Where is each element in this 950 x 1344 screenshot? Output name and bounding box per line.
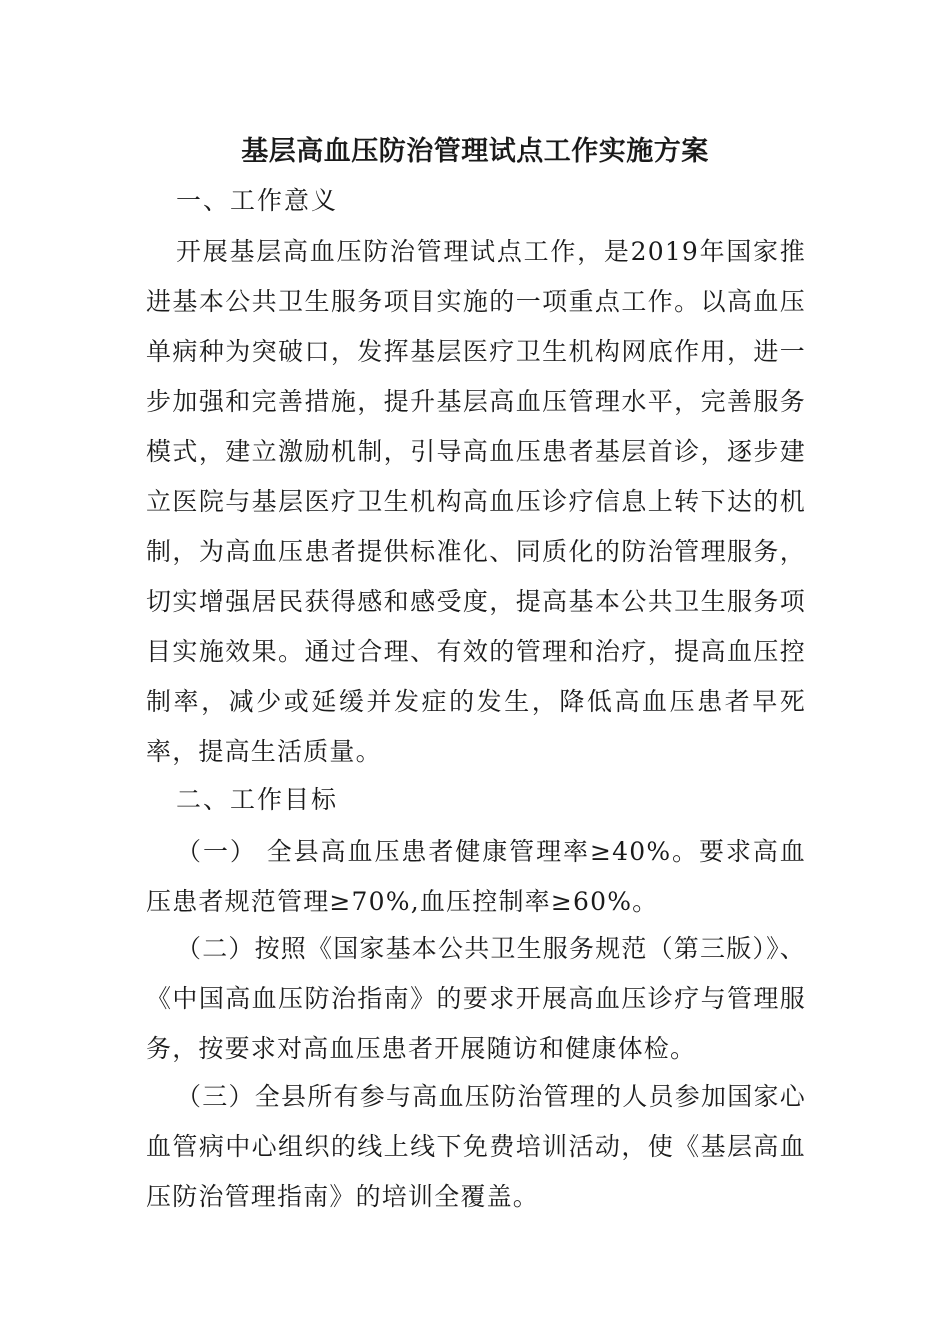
paragraph-goal-3: （三）全县所有参与高血压防治管理的人员参加国家心血管病中心组织的线上线下免费培训活动，使《基层高血压防治管理指南》的培训全覆盖。 xyxy=(146,1082,806,1211)
paragraph-work-significance: 开展基层高血压防治管理试点工作，是2019年国家推进基本公共卫生服务项目实施的一项重点工作。以高血压单病种为突破口，发挥基层医疗卫生机构网底作用，进一步加强和完善措施，提升基层高血压管理水平，完善服务模式，建立激励机制，引导高血压患者基层首诊，逐步建立医院与基层医疗卫生机构高血压诊疗信息上转下达的机制，为高血压患者提供标准化、同质化的防治管理服务，切实增强居民获得感和感受度，提高基本公共卫生服务项目实施效果。通过合理、有效的管理和治疗，提高血压控制率，减少或延缓并发症的发生，降低高血压患者早死率，提高生活质量。 xyxy=(146,237,806,766)
section-heading-work-goals: 二、工作目标 xyxy=(176,785,339,814)
paragraph-goal-1: （一） 全县高血压患者健康管理率≥40%。要求高血压患者规范管理≥70%,血压控制率≥60%。 xyxy=(146,837,806,916)
paragraph-goal-2: （二）按照《国家基本公共卫生服务规范（第三版）》、《中国高血压防治指南》的要求开展高血压诊疗与管理服务，按要求对高血压患者开展随访和健康体检。 xyxy=(146,934,807,1063)
section-heading-work-significance: 一、工作意义 xyxy=(176,186,339,215)
document-title: 基层高血压防治管理试点工作实施方案 xyxy=(241,136,709,167)
